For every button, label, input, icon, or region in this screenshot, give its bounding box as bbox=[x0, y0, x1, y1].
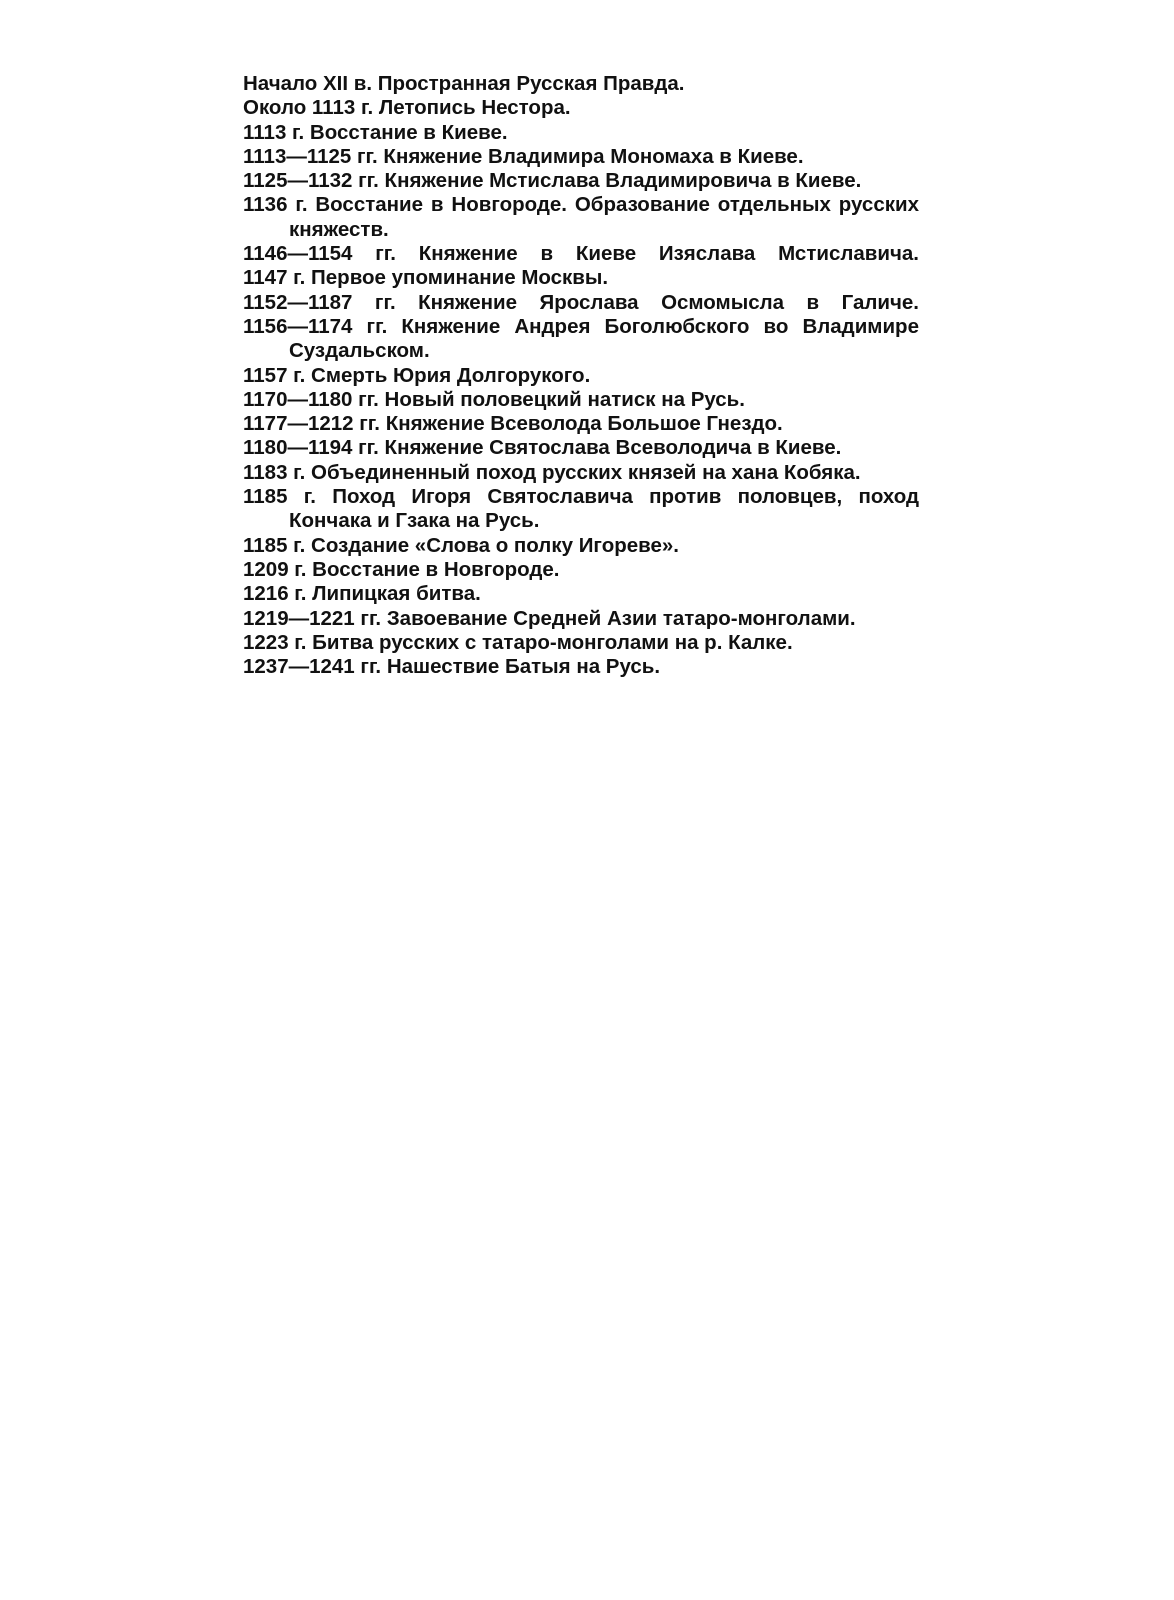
chronology-entry: 1157 г. Смерть Юрия Долгорукого. bbox=[243, 363, 591, 387]
chronology-entry: 1185 г. Создание «Слова о полку Игореве». bbox=[243, 533, 679, 557]
chronology-entry: 1147 г. Первое упоминание Москвы. bbox=[243, 266, 609, 290]
chronology-entry: 1113—1125 гг. Княжение Владимира Мономаха в Киеве. bbox=[243, 144, 804, 168]
chronology-list bbox=[243, 72, 919, 679]
chronology-entry: 1219—1221 гг. Завоевание Средней Азии татаро-монголами. bbox=[243, 606, 856, 630]
chronology-entry: 1152—1187 гг. Княжение Ярослава Осмомысла в Галиче. bbox=[243, 290, 919, 314]
chronology-entry: 1216 г. Липицкая битва. bbox=[243, 582, 481, 606]
chronology-entry: Около 1113 г. Летопись Нестора. bbox=[243, 96, 571, 120]
chronology-entry: 1113 г. Восстание в Киеве. bbox=[243, 120, 508, 144]
chronology-entry: 1183 г. Объединенный поход русских князей на хана Кобяка. bbox=[243, 460, 861, 484]
chronology-entry: 1136 г. Восстание в Новгороде. Образование отдельных русских княжеств. bbox=[243, 193, 919, 241]
chronology-entry: 1170—1180 гг. Новый половецкий натиск на Русь. bbox=[243, 387, 745, 411]
chronology-entry: 1223 г. Битва русских с татаро-монголами на р. Калке. bbox=[243, 630, 793, 654]
chronology-entry: 1177—1212 гг. Княжение Всеволода Большое Гнездо. bbox=[243, 412, 783, 436]
chronology-entry: 1146—1154 гг. Княжение в Киеве Изяслава Мстиславича. bbox=[243, 242, 919, 266]
chronology-entry: 1125—1132 гг. Княжение Мстислава Владимировича в Киеве. bbox=[243, 169, 862, 193]
chronology-entry: 1237—1241 гг. Нашествие Батыя на Русь. bbox=[243, 655, 661, 679]
chronology-entry: 1156—1174 гг. Княжение Андрея Боголюбского во Владимире Суздальском. bbox=[243, 314, 919, 363]
chronology-entry: Начало XII в. Пространная Русская Правда. bbox=[243, 72, 685, 95]
chronology-entry: 1185 г. Поход Игоря Святославича против половцев, поход Кончака и Гзака на Русь. bbox=[243, 485, 919, 533]
chronology-entry: 1180—1194 гг. Княжение Святослава Всеволодича в Киеве. bbox=[243, 436, 842, 460]
chronology-entry: 1209 г. Восстание в Новгороде. bbox=[243, 557, 560, 581]
